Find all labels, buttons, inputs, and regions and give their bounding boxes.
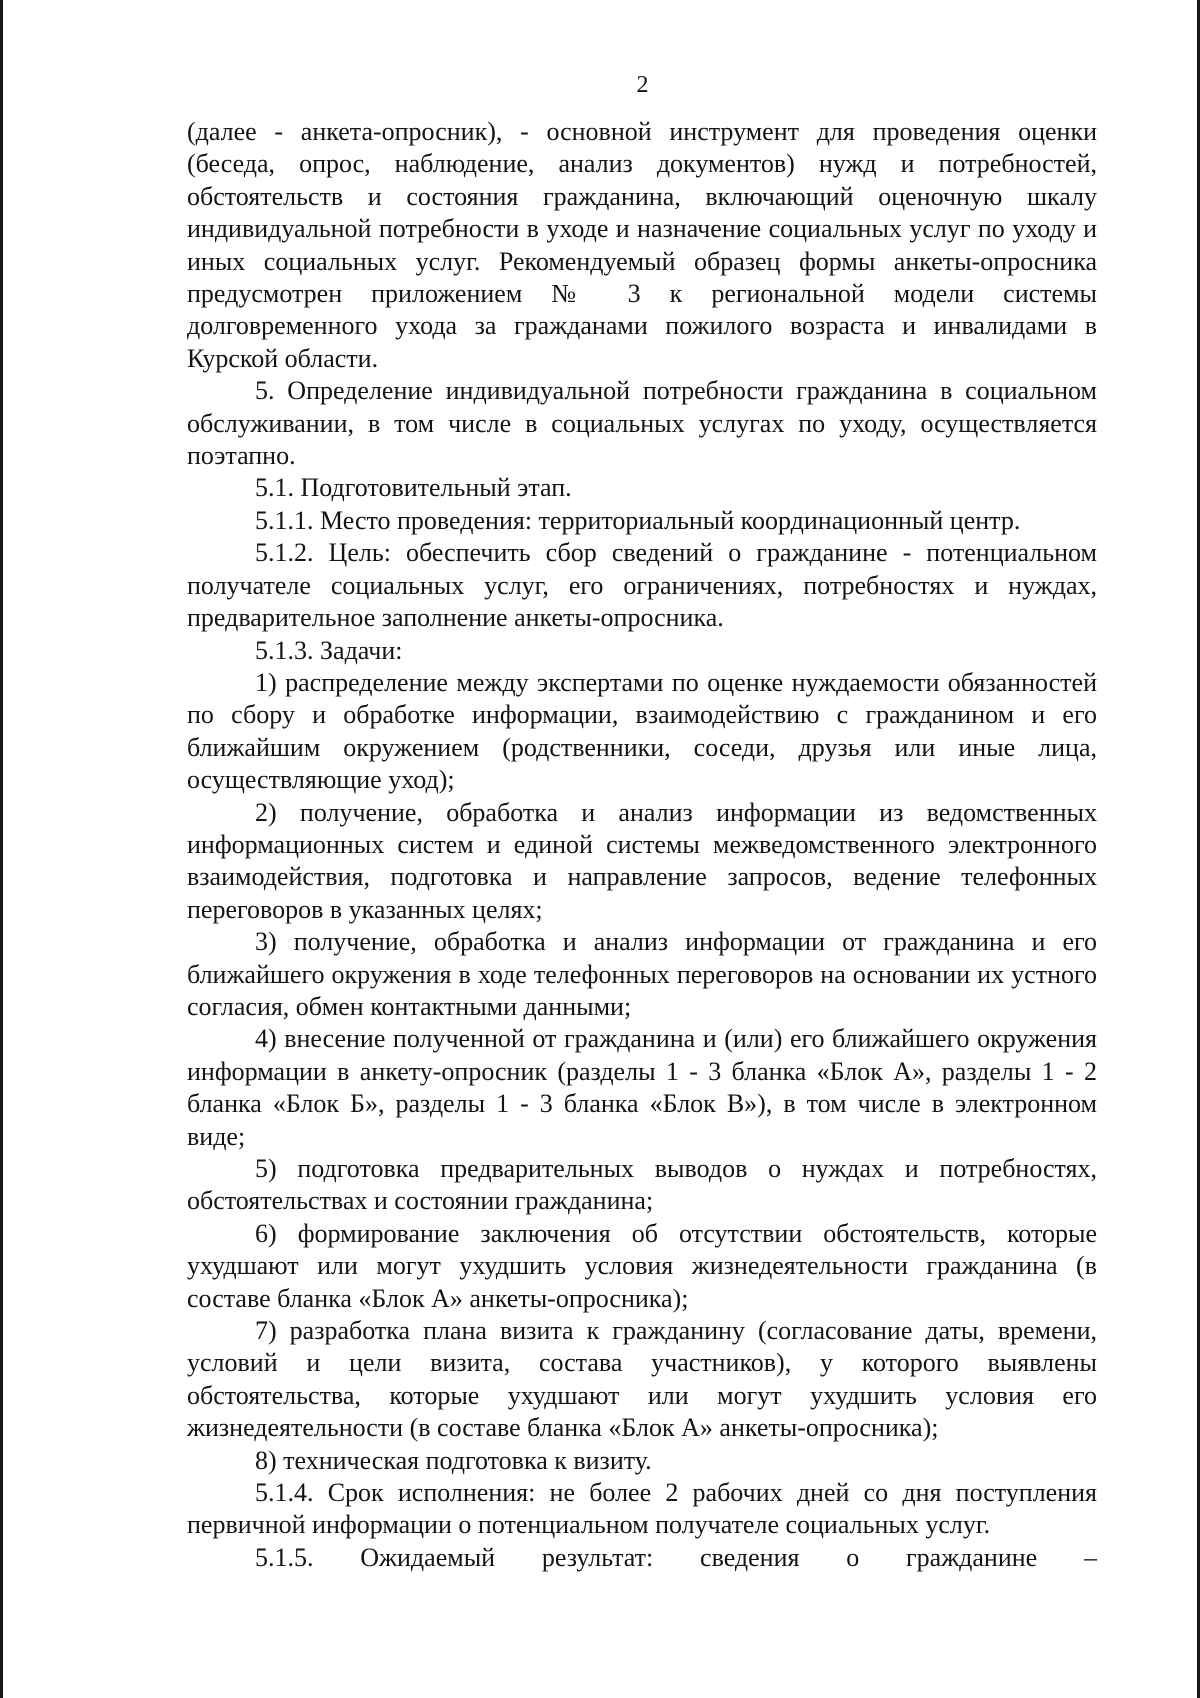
paragraph-item-5-1-1: 5.1.1. Место проведения: территориальный координационный центр. <box>255 505 1021 535</box>
paragraph-item-5-1-4: 5.1.4. Срок исполнения: не более 2 рабочих дней со дня поступления первичной информации о потенциальном получателе социальных услуг. <box>187 1478 1097 1540</box>
paragraph-item-5: 5. Определение индивидуальной потребности гражданина в социальном обслуживании, в том числе в социальных услугах по уходу, осуществляется поэтапно. <box>187 376 1097 471</box>
paragraph-task-6: 6) формирование заключения об отсутствии обстоятельств, которые ухудшают или могут ухудшить условия жизнедеятельности гражданина (в составе бланка «Блок А» анкеты-опросника); <box>187 1218 1097 1313</box>
document-body <box>187 116 1097 1574</box>
paragraph-task-7: 7) разработка плана визита к гражданину (согласование даты, времени, условий и цели визита, состава участников), у которого выявлены обстоятельства, которые ухудшают или могут ухудшить условия его жизнедеятельности (в составе бланка «Блок А» анкеты-опросника); <box>187 1316 1097 1443</box>
paragraph-intro-continuation: (далее - анкета-опросник), - основной инструмент для проведения оценки (беседа, опрос, наблюдение, анализ документов) нужд и потребностей, обстоятельств и состояния гражданина, включающий оценочную шкалу индивидуальной потребности в уходе и назначение социальных услуг по уходу и иных социальных услуг. Рекомендуемый образец формы анкеты-опросника предусмотрен приложением № 3 к региональной модели системы долговременного ухода за гражданами пожилого возраста и инвалидами в Курской области. <box>187 117 1097 373</box>
paragraph-task-8: 8) техническая подготовка к визиту. <box>255 1445 652 1475</box>
page-number: 2 <box>636 72 649 98</box>
paragraph-task-5: 5) подготовка предварительных выводов о нуждах и потребностях, обстоятельствах и состоянии гражданина; <box>187 1154 1097 1216</box>
paragraph-task-2: 2) получение, обработка и анализ информации из ведомственных информационных систем и единой системы межведомственного электронного взаимодействия, подготовка и направление запросов, ведение телефонных переговоров в указанных целях; <box>187 797 1097 924</box>
paragraph-task-3: 3) получение, обработка и анализ информации от гражданина и его ближайшего окружения в ходе телефонных переговоров на основании их устного согласия, обмен контактными данными; <box>187 927 1097 1021</box>
paragraph-task-1: 1) распределение между экспертами по оценке нуждаемости обязанностей по сбору и обработке информации, взаимодействию с гражданином и его ближайшим окружением (родственники, соседи, друзья или иные лица, осуществляющие уход); <box>187 667 1097 795</box>
paragraph-task-4: 4) внесение полученной от гражданина и (или) его ближайшего окружения информации в анкету-опросник (разделы 1 - 3 бланка «Блок А», разделы 1 - 2 бланка «Блок Б», разделы 1 - 3 бланка «Блок В»), в том числе в электронном виде; <box>187 1024 1097 1151</box>
scan-border-left <box>0 0 3 1698</box>
paragraph-item-5-1: 5.1. Подготовительный этап. <box>255 473 572 503</box>
paragraph-item-5-1-2: 5.1.2. Цель: обеспечить сбор сведений о гражданине - потенциальном получателе социальных услуг, его ограничениях, потребностях и нуждах, предварительное заполнение анкеты-опросника. <box>187 538 1097 633</box>
paragraph-item-5-1-3: 5.1.3. Задачи: <box>255 635 403 665</box>
paragraph-item-5-1-5: 5.1.5. Ожидаемый результат: сведения о гражданине – <box>255 1542 1097 1572</box>
